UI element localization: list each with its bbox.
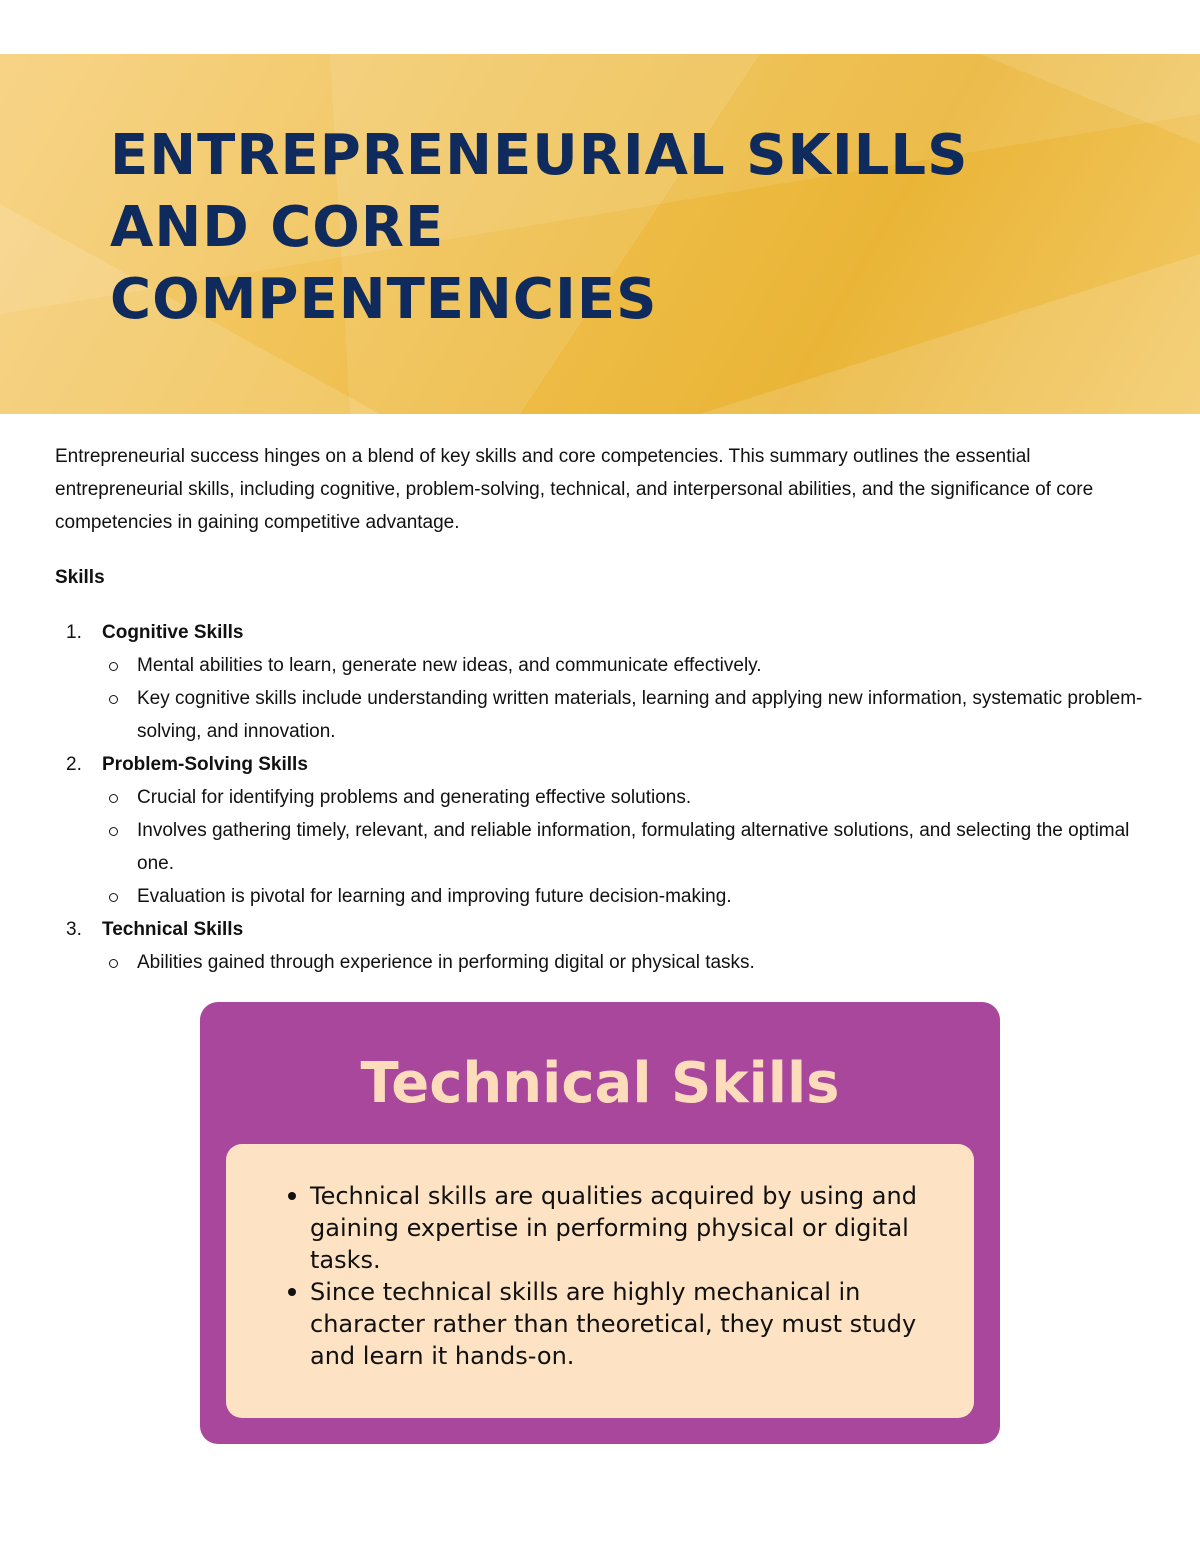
- list-item: [102, 649, 1145, 682]
- card-point-text: Since technical skills are highly mechanical in character rather than theoretical, they must study and learn it hands-on.: [310, 1278, 917, 1370]
- list-item: [102, 781, 1145, 814]
- point-text: Evaluation is pivotal for learning and improving future decision-making.: [137, 886, 732, 907]
- card-point-text: Technical skills are qualities acquired by using and gaining expertise in performing physical or digital tasks.: [310, 1182, 917, 1274]
- bullet-icon: [288, 1192, 296, 1200]
- skill-item: [55, 913, 1145, 979]
- skill-number: 1.: [66, 622, 82, 643]
- hollow-bullet-icon: [109, 827, 118, 836]
- point-text: Key cognitive skills include understanding written materials, learning and applying new information, systematic problem-solving, and innovation.: [137, 688, 1143, 742]
- list-item: [102, 682, 1145, 748]
- skill-points: [102, 946, 1145, 979]
- page-title: ENTREPRENEURIAL SKILLS AND CORE COMPENTENCIES: [110, 123, 969, 332]
- skill-points: [102, 649, 1145, 748]
- card-inner-panel: [226, 1144, 974, 1418]
- bullet-icon: [288, 1288, 296, 1296]
- point-text: Mental abilities to learn, generate new ideas, and communicate effectively.: [137, 655, 762, 676]
- list-item: [102, 946, 1145, 979]
- skill-points: [102, 781, 1145, 913]
- hollow-bullet-icon: [109, 662, 118, 671]
- skill-name: Problem-Solving Skills: [102, 754, 308, 775]
- main-content: [55, 440, 1145, 979]
- hollow-bullet-icon: [109, 893, 118, 902]
- skill-name: Cognitive Skills: [102, 622, 244, 643]
- card-points: [286, 1180, 926, 1372]
- card-title: Technical Skills: [360, 1051, 840, 1116]
- skill-item: [55, 748, 1145, 913]
- skill-number: 2.: [66, 754, 82, 775]
- point-text: Crucial for identifying problems and generating effective solutions.: [137, 787, 692, 808]
- point-text: Abilities gained through experience in performing digital or physical tasks.: [137, 952, 755, 973]
- hollow-bullet-icon: [109, 959, 118, 968]
- list-item: [286, 1276, 926, 1372]
- header-banner: [0, 54, 1200, 414]
- list-item: [286, 1180, 926, 1276]
- skill-item: [55, 616, 1145, 748]
- skills-heading: Skills: [55, 567, 105, 588]
- technical-skills-card: [200, 1002, 1000, 1444]
- skill-number: 3.: [66, 919, 82, 940]
- list-item: [102, 880, 1145, 913]
- skills-list: [55, 616, 1145, 979]
- skill-name: Technical Skills: [102, 919, 244, 940]
- hollow-bullet-icon: [109, 794, 118, 803]
- intro-paragraph: Entrepreneurial success hinges on a blend of key skills and core competencies. This summary outlines the essential entrepreneurial skills, including cognitive, problem-solving, technical, and interpersonal abilities, and the significance of core competencies in gaining competitive advantage.: [55, 446, 1094, 533]
- list-item: [102, 814, 1145, 880]
- point-text: Involves gathering timely, relevant, and reliable information, formulating alternative solutions, and selecting the optimal one.: [137, 820, 1130, 874]
- hollow-bullet-icon: [109, 695, 118, 704]
